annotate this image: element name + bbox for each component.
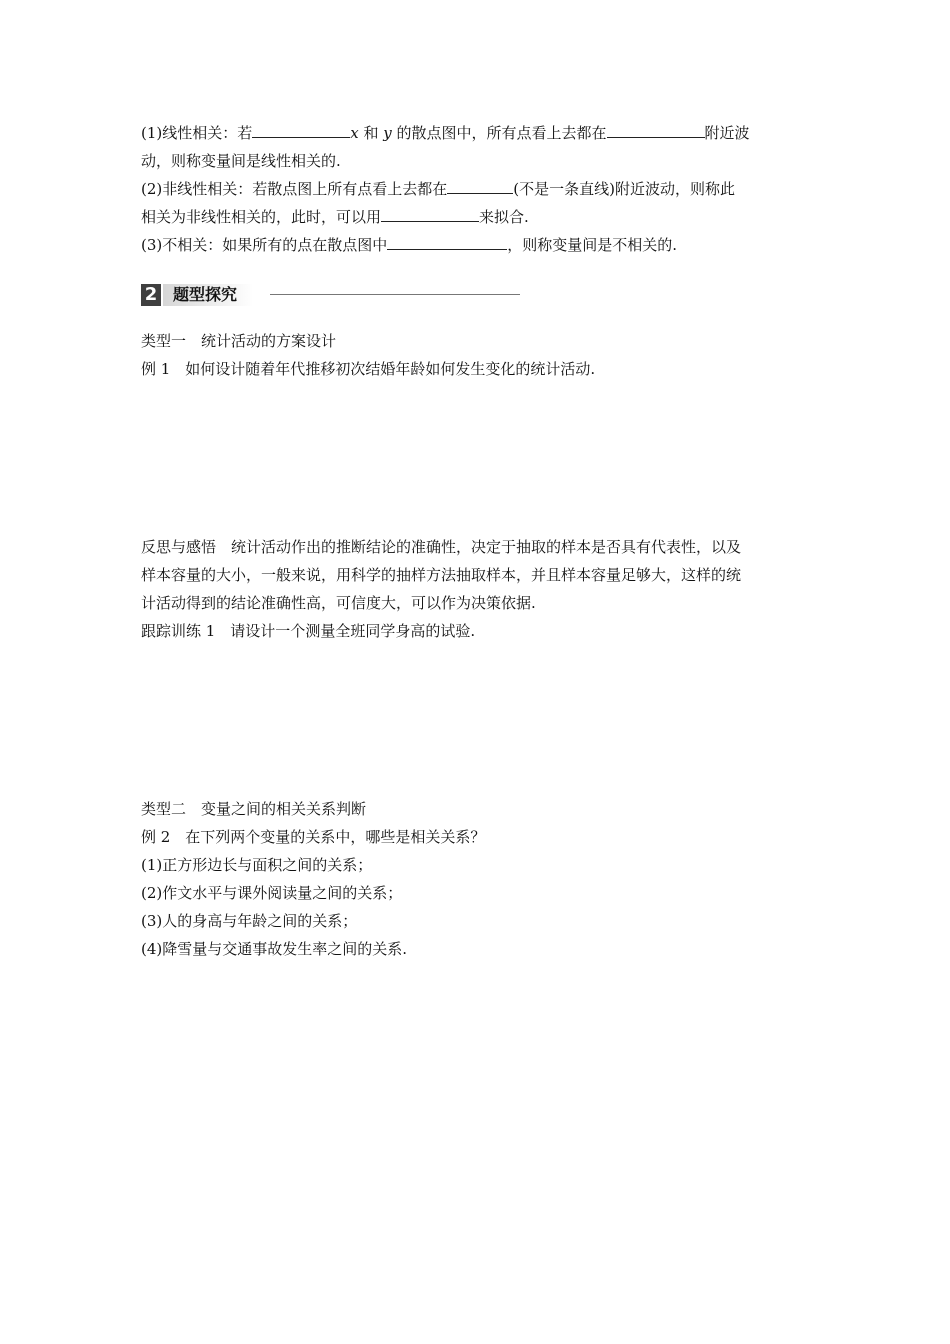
- text-and: 和: [358, 124, 384, 142]
- definition-nonlinear-line-1: [141, 179, 735, 199]
- variable-y: y: [383, 124, 392, 142]
- definition-nonlinear-line-2: [141, 207, 529, 227]
- example-2: 例 2 在下列两个变量的关系中，哪些是相关关系？: [141, 828, 486, 846]
- definition-nonlinear-text-3: 来拟合.: [479, 208, 529, 226]
- definition-linear-line-2: 动，则称变量间是线性相关的.: [141, 152, 341, 170]
- section-number-badge: 2: [141, 284, 161, 306]
- type1-heading: 类型一 统计活动的方案设计: [141, 332, 337, 350]
- example-2-item-2: (2)作文水平与课外阅读量之间的关系；: [141, 884, 403, 902]
- fill-blank: [252, 123, 350, 138]
- reflection-line-1: 反思与感悟 统计活动作出的推断结论的准确性，决定于抽取的样本是否具有代表性，以及: [141, 538, 742, 556]
- section-title: 题型探究: [163, 284, 253, 306]
- fill-blank: [381, 207, 479, 222]
- section-divider: [270, 294, 520, 295]
- definition-linear-line-1: [141, 123, 750, 143]
- fill-blank: [607, 123, 705, 138]
- definition-uncorrelated-text: ，则称变量间是不相关的.: [507, 236, 678, 254]
- practice-1: 跟踪训练 1 请设计一个测量全班同学身高的试验.: [141, 622, 476, 640]
- definition-linear-text-end: 附近波: [704, 124, 750, 142]
- fill-blank: [447, 179, 513, 194]
- definition-uncorrelated-line: [141, 235, 677, 255]
- fill-blank: [387, 235, 507, 250]
- definition-linear-text: 的散点图中，所有点看上去都在: [391, 124, 607, 142]
- definition-nonlinear-label: (2)非线性相关：若散点图上所有点看上去都在: [141, 180, 448, 198]
- definition-uncorrelated-label: (3)不相关：如果所有的点在散点图中: [141, 236, 388, 254]
- example-2-item-1: (1)正方形边长与面积之间的关系；: [141, 856, 373, 874]
- reflection-line-3: 计活动得到的结论准确性高，可信度大，可以作为决策依据.: [141, 594, 536, 612]
- variable-x: x: [350, 124, 359, 142]
- example-2-item-3: (3)人的身高与年龄之间的关系；: [141, 912, 358, 930]
- type2-heading: 类型二 变量之间的相关关系判断: [141, 800, 367, 818]
- definition-nonlinear-text-2: 相关为非线性相关的，此时，可以用: [141, 208, 382, 226]
- example-2-item-4: (4)降雪量与交通事故发生率之间的关系.: [141, 940, 408, 958]
- definition-nonlinear-text: (不是一条直线)附近波动，则称此: [513, 180, 735, 198]
- example-1: 例 1 如何设计随着年代推移初次结婚年龄如何发生变化的统计活动.: [141, 360, 596, 378]
- reflection-line-2: 样本容量的大小，一般来说，用科学的抽样方法抽取样本，并且样本容量足够大，这样的统: [141, 566, 742, 584]
- definition-linear-label: (1)线性相关：若: [141, 124, 253, 142]
